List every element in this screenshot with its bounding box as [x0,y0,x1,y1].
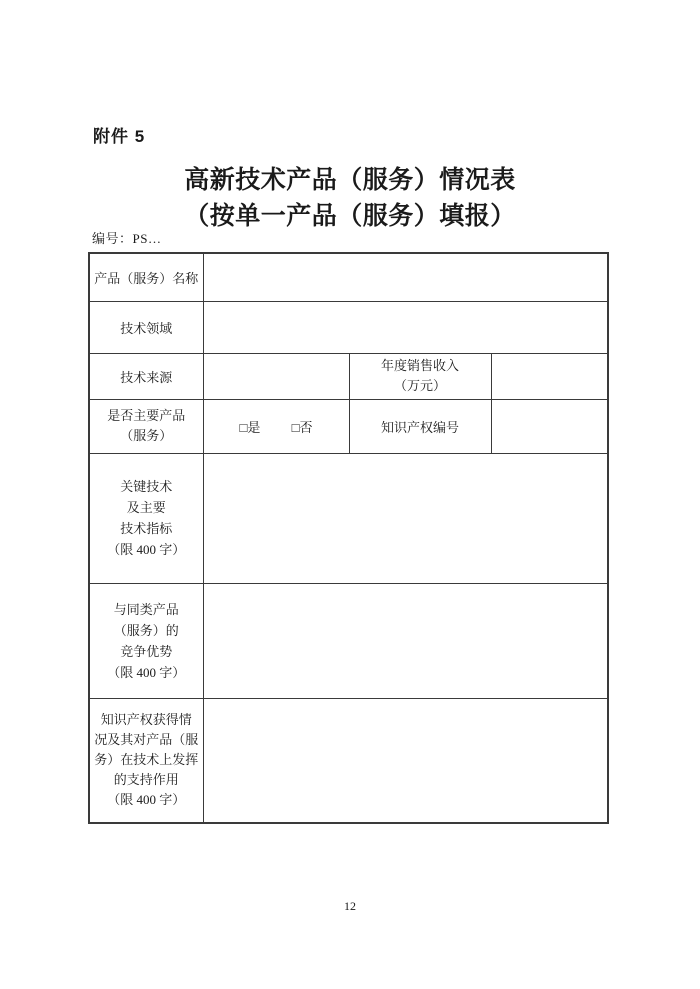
is-main-product-label: 是否主要产品 （服务） [89,399,203,453]
tech-field-input-cell[interactable] [203,301,608,353]
row-key-tech [89,453,608,583]
competitive-advantage-label: 与同类产品 （服务）的 竞争优势 （限 400 字） [89,583,203,698]
row-is-main-product [89,399,608,453]
page-number: 12 [344,899,356,913]
form-title-line2: （按单一产品（服务）填报） [184,203,516,230]
row-product-name [89,253,608,301]
key-tech-input-cell[interactable] [203,453,608,583]
form-number-label: 编号：PS… [92,231,162,246]
attachment-label: 附件 5 [93,127,146,146]
is-main-product-checkbox-cell [203,399,349,453]
annual-sales-input-cell[interactable] [491,353,608,399]
competitive-advantage-input-cell[interactable] [203,583,608,698]
checkbox-no[interactable]: □否 [291,419,313,435]
row-tech-field [89,301,608,353]
product-name-input-cell[interactable] [203,253,608,301]
row-ip-support [89,698,608,823]
tech-field-label: 技术领域 [89,301,203,353]
key-tech-label: 关键技术 及主要 技术指标 （限 400 字） [89,453,203,583]
row-tech-source [89,353,608,399]
tech-source-input-cell[interactable] [203,353,349,399]
ip-number-input-cell[interactable] [491,399,608,453]
annual-sales-label: 年度销售收入 （万元） [349,353,491,399]
ip-support-label: 知识产权获得情 况及其对产品（服 务）在技术上发挥 的支持作用 （限 400 字） [89,698,203,823]
tech-source-label: 技术来源 [89,353,203,399]
product-service-form-table [88,252,609,824]
product-name-label: 产品（服务）名称 [89,253,203,301]
checkbox-yes[interactable]: □是 [239,419,261,435]
ip-number-label: 知识产权编号 [349,399,491,453]
form-title-line1: 高新技术产品（服务）情况表 [184,167,516,194]
row-competitive-advantage [89,583,608,698]
ip-support-input-cell[interactable] [203,698,608,823]
